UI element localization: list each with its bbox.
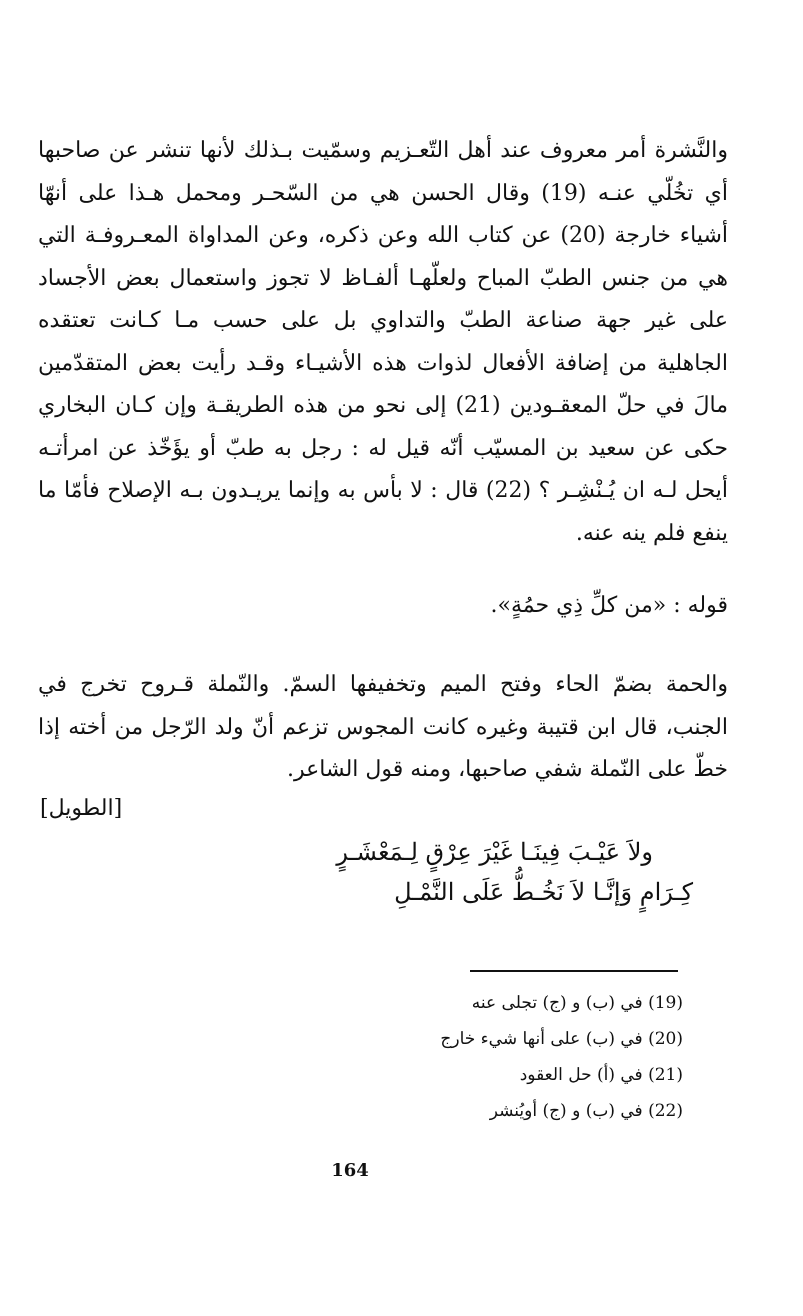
- verse-first-hemistich: ولاَ عَيْـبَ فِينَـا غَيْرَ عِرْقٍ لِـمَعْشَـرٍ: [336, 838, 653, 866]
- footnote-20: (20) في (ب) على أنها شيء خارج: [440, 1029, 683, 1049]
- footnote-21: (21) في (أ) حل العقود: [519, 1065, 683, 1085]
- verse-meter-label: [الطويل]: [40, 796, 123, 821]
- body-paragraph-hama: والحمة بضمّ الحاء وفتح الميم وتخفيفها السمّ. والنّملة قـروح تخرج في الجنب، قال ابن قتيبة وغيره كانت المجوس تزعم أنّ ولد الرّجل من أخته إذا خطّ على النّملة شفي صاحبها، ومنه قول الشاعر.: [38, 672, 728, 782]
- footnotes-list: [440, 985, 683, 1129]
- footnote-22: (22) في (ب) و (ج) أويُنشر: [489, 1101, 683, 1121]
- verse-second-hemistich: كِـرَامٍ وَإنَّـا لاَ نَخُـطُّ عَلَى النَّمْـلِ: [394, 878, 693, 906]
- hadith-quote-paragraph: قوله : «من كلِّ ذِي حمُةٍ».: [490, 593, 728, 618]
- body-paragraph-nushra: والنَّشرة أمر معروف عند أهل التّعـزيم وسمّيت بـذلك لأنها تنشر عن صاحبها أي تخُلّي عنـه (19) وقال الحسن هي من السّحـر ومحمل هـذا على أنهّا أشياء خارجة (20) عن كتاب الله وعن ذكره، وعن المداواة المعـروفـة التي هي من جنس الطبّ المباح ولعلّهـا ألفـاظ لا تجوز واستعمال بعض الأجساد على غير جهة صناعة الطبّ والتداوي بل على حسب مـا كـانت تعتقده الجاهلية من إضافة الأفعال لذوات هذه الأشيـاء وقـد رأيت بعض المتقدّمين مالَ في حلّ المعقـودين (21) إلى نحو من هذه الطريقـة وإن كـان البخاري حكى عن سعيد بن المسيّب أنّه قيل له : رجل به طبّ أو يؤَخّذ عن امرأتـه أيحل لـه ان يُـنْشِـر ؟ (22) قال : لا بأس به وإنما يريـدون بـه الإصلاح فأمّا ما ينفع فلم ينه عنه.: [38, 138, 729, 546]
- footnote-separator: [470, 970, 678, 972]
- page-number: 164: [331, 1160, 369, 1181]
- footnote-19: (19) في (ب) و (ج) تجلى عنه: [471, 993, 683, 1013]
